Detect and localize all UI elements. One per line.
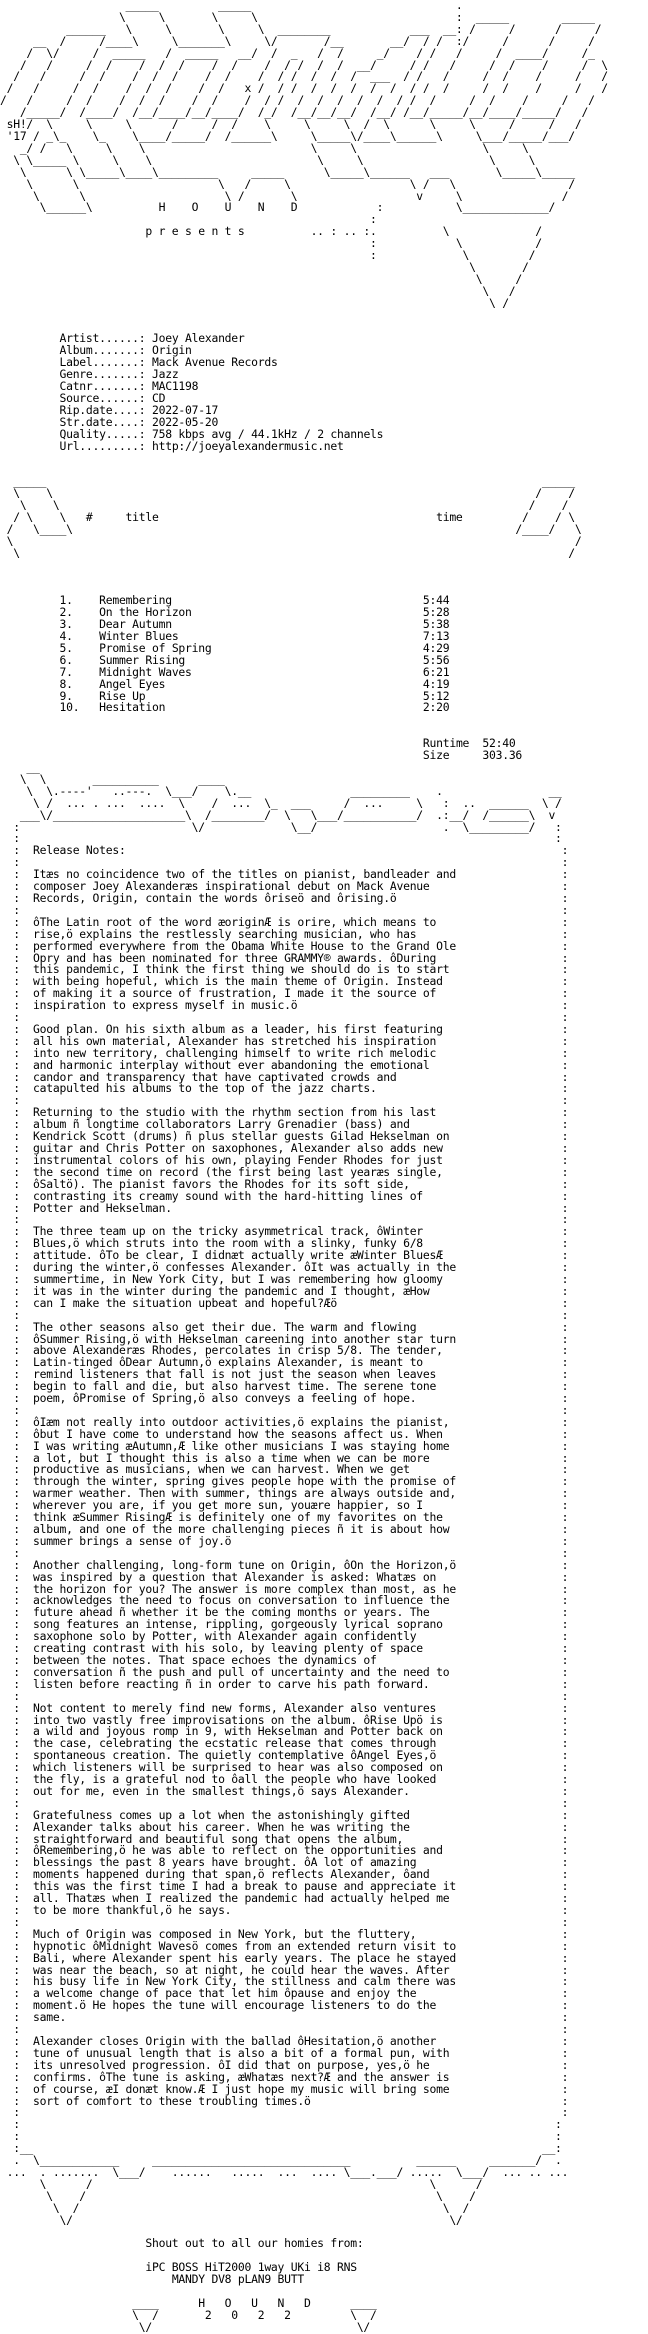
notes-line: future ahead ñ whether it be the coming months or years. The [33,1605,562,1620]
end-ascii-art: ____ H O U N D ____ \ / 2 0 2 2 \ / \/ \/ [132,2295,377,2334]
notes-line: I was writing æAutumn,Æ like other musicians I was staying home [33,1438,562,1453]
track-title: Hesitation [99,700,423,715]
track-number: 7. [59,664,100,679]
track-number: 4. [59,629,100,644]
track-time: 5:38 [422,617,450,632]
track-time: 4:29 [422,640,450,655]
notes-heading: Release Notes: [33,843,126,858]
notes-line: instrumental colors of his own, playing Fender Rhodes for just [33,1152,562,1167]
notes-line: to be more thankful,ö he says. [33,1903,562,1917]
notes-line: rise,ö explains the restlessly searching musician, who has [33,926,562,941]
notes-line: of course, æI donæt know.Æ I just hope my music will bring some [33,2081,562,2096]
notes-line: was inspired by a question that Alexander is asked: Whatæs on [33,1569,562,1584]
track-number: 1. [59,593,100,608]
track-number: 6. [59,652,100,667]
genre-label: Genre.......: [59,367,146,382]
notes-line: between the notes. That space echoes the dynamics of [33,1652,562,1667]
track-title: Dear Autumn [99,617,423,632]
notes-line: inspiration to express myself in music.ö [33,998,562,1013]
notes-line: saxophone solo by Potter, with Alexander again confidently [33,1629,562,1644]
notes-line: its unresolved progression. ôI did that on purpose, yes,ö he [33,2057,562,2072]
notes-line: of making it a source of frustration, I made it the source of [33,986,562,1001]
track-time: 5:56 [422,652,450,667]
track-time: 5:28 [422,605,450,620]
notes-paragraph: : Not content to merely find new forms, Alexander also ventures : : into two vastly free improvisations on the album. ôRise Upö is : : a wild and joyous romp in 9, with Hekselman and Potter back on : : the case, celebrating the ecstatic release that comes through : : spontaneous creation. The quietly contemplative ôAngel Eyes,ö : : which listeners will be surprised to hear was also composed on : : the fly, is a grateful nod to ôall the people who have looked : : out for me, even in the smallest things,ö says Alexander. : [0,1700,569,1798]
track-number: 9. [59,688,100,703]
size-label: Size [422,748,450,763]
notes-line: this was the first time I had a break to pause and appreciate it [33,1879,562,1894]
label-value: Mack Avenue Records [152,355,278,370]
notes-line: Another challenging, long-form tune on Origin, ôOn the Horizon,ö [33,1557,562,1572]
notes-line: ôIæm not really into outdoor activities,ö explains the pianist, [33,1414,562,1429]
notes-line: all his own material, Alexander has stretched his inspiration [33,1033,562,1048]
track-time: 7:13 [422,629,450,644]
notes-line: this pandemic, I think the first thing we should do is to start [33,962,562,977]
track-number: 8. [59,676,100,691]
notes-line: can I make the situation upbeat and hopeful?Æö [33,1295,562,1310]
notes-line: song features an intense, rippling, gorgeously lyrical soprano [33,1617,562,1632]
notes-line: remind listeners that fall is not just the season when leaves [33,1367,562,1382]
notes-line: Bali, where Alexander spent his early years. The place he stayed [33,1950,562,1965]
notes-line: ôSaltö). The pianist favors the Rhodes for its soft side, [33,1176,562,1191]
size-value: 303.36 [482,748,523,763]
notes-bottom-art: : : : : :__ __: . \____________ ______________________________ ______ _______/ . ... . ....... \___/ ...... ..... ... .... \___.___/ ..... \___/ ... .. ... \ / \ / \ / \ / \ / \ / \/ \/ [6,2117,569,2227]
notes-line: Gratefulness comes up a lot when the astonishingly gifted [33,1807,562,1822]
catnr-value: MAC1198 [152,379,199,393]
notes-line: tune of unusual length that is also a bit of a formal pun, with [33,2045,562,2060]
notes-line: was near the beach, so at night, he could hear the waves. After [33,1962,562,1977]
notes-line: during the winter,ö confesses Alexander. ôIt was actually in the [33,1260,562,1275]
notes-line: moment.ö He hopes the tune will encourage listeners to do the [33,1998,562,2013]
notes-line: spontaneous creation. The quietly contemplative ôAngel Eyes,ö [33,1748,562,1763]
url-value[interactable]: http://joeyalexandermusic.net [152,438,344,453]
track-title: On the Horizon [99,605,423,620]
ripdate-value: 2022-07-17 [152,402,219,417]
genre-value: Jazz [152,367,179,382]
footer [0,2238,648,2286]
notes-line: the horizon for you? The answer is more complex than most, as he [33,1581,562,1596]
notes-line: confirms. ôThe tune is asking, æWhatæs next?Æ and the answer is [33,2069,562,2084]
notes-line: Records, Origin, contain the words ôriseö and ôrising.ö [33,890,562,905]
notes-line: productive as musicians, when we can harvest. When we get [33,1462,562,1477]
notes-line: Alexander closes Origin with the ballad ôHesitation,ö another [33,2033,562,2048]
track-time: 2:20 [422,700,450,715]
notes-line: Much of Origin was composed in New York, but the fluttery, [33,1926,562,1941]
track-title: Midnight Waves [99,664,423,679]
notes-line: album ñ longtime collaborators Larry Grenadier (bass) and [33,1117,562,1132]
release-info [0,333,648,452]
notes-line: into two vastly free improvisations on the album. ôRise Upö is [33,1712,562,1727]
release-notes: : Release Notes: : : : : Itæs no coincidence two of the titles on pianist, bandleader and : : composer Joey Alexanderæs inspirational debut on Mack Avenue : : Records, Origin, contain the words ôriseö and ôrising.ö : : : : ôThe Latin root of the word æoriginÆ is orire, which means to : : rise,ö explains the restlessly searching musician, who has : : performed everywhere from the Obama White House to the Grand Ole : : Opry and has been nominated for three GRAMMY® awards. ôDuring : : this pandemic, I think the first thing we should do is to start : : with being hopeful, which is the main theme of Origin. Instead : : of making it a source of frustration, I made it the source of : : inspiration to express myself in music.ö : : : : Good plan. On his sixth album as a leader, his first featuring : : all his own material, Alexander has stretched his inspiration : : into new territory, challenging himself to write rich melodic : : and harmonic interplay without ever abandoning the emotional : : candor and transparency that have captivated crowds and : : catapulted his albums to the top of the jazz charts. : : : : Returning to the studio with the rhythm section from his last : : album ñ longtime collaborators Larry Grenadier (bass) and : : Kendrick Scott (drums) ñ plus stellar guests Gilad Hekselman on : : guitar and Chris Potter on saxophones, Alexander also adds new : : instrumental colors of his own, playing Fender Rhodes for just : : the second time on record (the first being last yearæs single, : : ôSaltö). The pianist favors the Rhodes for its soft side, : : contrasting its creamy sound with the hard-hitting lines of : : Potter and Hekselman. : : : : The three team up on the tricky asymmetrical track, ôWinter : : Blues,ö which struts into the room with a slinky, funky 6/8 : : attitude. ôTo be clear, I didnæt actually write æWinter BluesÆ : : during the winter,ö confesses Alexander. ôIt was actually in the : : summertime, in New York City, but I was remembering how gloomy : : it was in the winter during the pandemic and I thought, æHow : : can I make the situation upbeat and hopeful?Æö : : : : The other seasons also get their due. The warm and flowing : : ôSummer Rising,ö with Hekselman careening into another star turn : : above Alexanderæs Rhodes, percolates in crisp 5/8. The tender, : : Latin-tinged ôDear Autumn,ö explains Alexander, is meant to : : remind listeners that fall is not just the season when leaves : : begin to fall and die, but also harvest time. The serene tone : : poem, ôPromise of Spring,ö also conveys a feeling of hope. : : : : ôIæm not really into outdoor activities,ö explains the pianist, : : ôbut I have come to understand how the seasons affect us. When : : I was writing æAutumn,Æ like other musicians I was staying home : : a lot, but I thought this is also a time when we can be more : : productive as musicians, when we can harvest. When we get : : through the winter, spring gives people hope with the promise of : : warmer weather. Then with summer, things are always outside and, : : wherever you are, if you get more sun, youære happier, so I : : think æSummer RisingÆ is definitely one of my favorites on the : : album, and one of the more challenging pieces ñ it is about how : : summer brings a sense of joy.ö : : : : Another challenging, long-form tune on Origin, ôOn the Horizon,ö : : was inspired by a question that Alexander is asked: Whatæs on : : the horizon for you? The answer is more complex than most, as he : : acknowledges the need to focus on conversation to influence the : : future ahead ñ whether it be the coming months or years. The : : song features an intense, rippling, gorgeously lyrical soprano : : saxophone solo by Potter, with Alexander again confidently : : creating contrast with his solo, by leaving plenty of space : : between the notes. That space echoes the dynamics of : : conversation ñ the push and pull of uncertainty and the need to : : listen before reacting ñ in order to carve his path forward. : : : : Not content to merely find new forms, Alexander also ventures : : into two vastly free improvisations on the album. ôRise Upö is : : a wild and joyous romp in 9, with Hekselman and Potter back on : : the case, celebrating the ecstatic release that comes through : : spontaneous creation. The quietly contemplative ôAngel Eyes,ö : : which listeners will be surprised to hear was also composed on : : the fly, is a grateful nod to ôall the people who have looked : : out for me, even in the smallest things,ö says Alexander. : : : : Gratefulness comes up a lot when the astonishingly gifted : : Alexander talks about his career. When he was writing the : : straightforward and beautiful song that opens the album, : : ôRemembering,ö he was able to reflect on the opportunities and : : blessings the past 8 years have brought. ôA lot of amazing : : moments happened during that span,ö reflects Alexander, ôand : : this was the first time I had a break to pause and appreciate it : : all. Thatæs when I realized the pandemic had actually helped me : : to be more thankful,ö he says. : : : : Much of Origin was composed in New York, but the fluttery, : : hypnotic ôMidnight Wavesö comes from an extended return visit to : : Bali, where Alexander spent his early years. The place he stayed : : was near the beach, so at night, he could hear the waves. After : : his busy life in New York City, the stillness and calm there was : : a welcome change of pace that let him ôpause and enjoy the : : moment.ö He hopes the tune will encourage listeners to do the : : same. : : : : Alexander closes Origin with the ballad ôHesitation,ö another : : tune of unusual length that is also a bit of a formal pun, with : : its unresolved progression. ôI did that on purpose, yes,ö he : : confirms. ôThe tune is asking, æWhatæs next?Æ and the answer is : : of course, æI donæt know.Æ I just hope my music will bring some : : sort of comfort to these troubling times.ö : : : [0,843,569,2120]
notes-line: poem, ôPromise of Spring,ö also conveys a feeling of hope. [33,1391,562,1406]
notes-line: above Alexanderæs Rhodes, percolates in crisp 5/8. The tender, [33,1343,562,1358]
ripdate-label: Rip.date....: [59,402,146,417]
notes-line: creating contrast with his solo, by leaving plenty of space [33,1641,562,1656]
notes-paragraph: : Another challenging, long-form tune on Origin, ôOn the Horizon,ö : : was inspired by a question that Alexander is asked: Whatæs on : : the horizon for you? The answer is more complex than most, as he : : acknowledges the need to focus on conversation to influence the : : future ahead ñ whether it be the coming months or years. The : : song features an intense, rippling, gorgeously lyrical soprano : : saxophone solo by Potter, with Alexander again confidently : : creating contrast with his solo, by leaving plenty of space : : between the notes. That space echoes the dynamics of : : conversation ñ the push and pull of uncertainty and the need to : : listen before reacting ñ in order to carve his path forward. : [0,1557,569,1691]
notes-line: Alexander talks about his career. When he was writing the [33,1819,562,1834]
shoutout-text: Shout out to all our homies from: [145,2236,364,2251]
track-title: Promise of Spring [99,640,423,655]
notes-line: Not content to merely find new forms, Alexander also ventures [33,1700,562,1715]
notes-line: ôSummer Rising,ö with Hekselman careening into another star turn [33,1331,562,1346]
notes-line: out for me, even in the smallest things,ö says Alexander. [33,1783,562,1798]
notes-line: The three team up on the tricky asymmetrical track, ôWinter [33,1224,562,1239]
notes-line: moments happened during that span,ö reflects Alexander, ôand [33,1867,562,1882]
source-value: CD [152,390,166,405]
notes-line: performed everywhere from the Obama White House to the Grand Ole [33,938,562,953]
track-time: 4:19 [422,676,450,691]
runtime-value: 52:40 [482,736,516,751]
album-value: Origin [152,343,192,358]
notes-line: it was in the winter during the pandemic and I thought, æHow [33,1283,562,1298]
track-row [0,700,449,714]
notes-line: same. [33,2010,562,2025]
notes-line: Potter and Hekselman. [33,1200,562,1215]
track-number: 2. [59,605,100,620]
quality-value: 758 kbps avg / 44.1kHz / 2 channels [152,426,384,441]
notes-line: ôRemembering,ö he was able to reflect on the opportunities and [33,1843,562,1858]
notes-line: his busy life in New York City, the stillness and calm there was [33,1974,562,1989]
notes-line: straightforward and beautiful song that opens the album, [33,1831,562,1846]
runtime-label: Runtime [422,736,470,751]
notes-paragraph: : ôThe Latin root of the word æoriginÆ is orire, which means to : : rise,ö explains the restlessly searching musician, who has : : performed everywhere from the Obama White House to the Grand Ole : : Opry and has been nominated for three GRAMMY® awards. ôDuring : : this pandemic, I think the first thing we should do is to start : : with being hopeful, which is the main theme of Origin. Instead : : of making it a source of frustration, I made it the source of : : inspiration to express myself in music.ö : [0,914,569,1013]
notes-paragraph: : Returning to the studio with the rhythm section from his last : : album ñ longtime collaborators Larry Grenadier (bass) and : : Kendrick Scott (drums) ñ plus stellar guests Gilad Hekselman on : : guitar and Chris Potter on saxophones, Alexander also adds new : : instrumental colors of his own, playing Fender Rhodes for just : : the second time on record (the first being last yearæs single, : : ôSaltö). The pianist favors the Rhodes for its soft side, : : contrasting its creamy sound with the hard-hitting lines of : : Potter and Hekselman. : [0,1105,569,1215]
notes-paragraph: : Much of Origin was composed in New York, but the fluttery, : : hypnotic ôMidnight Wavesö comes from an extended return visit to : : Bali, where Alexander spent his early years. The place he stayed : : was near the beach, so at night, he could hear the waves. After : : his busy life in New York City, the stillness and calm there was : : a welcome change of pace that let him ôpause and enjoy the : : moment.ö He hopes the tune will encourage listeners to do the : : same. : [0,1926,569,2025]
groups-line-2: MANDY DV8 pLAN9 BUTT [171,2272,304,2287]
tracklist [0,572,648,727]
notes-line: a welcome change of pace that let him ôpause and enjoy the [33,1986,562,2001]
notes-line: Blues,ö which struts into the room with a slinky, funky 6/8 [33,1236,562,1251]
groups-line-1: iPC BOSS HiT2000 1way UKi i8 RNS [145,2260,357,2275]
notes-paragraph: : Good plan. On his sixth album as a leader, his first featuring : : all his own material, Alexander has stretched his inspiration : : into new territory, challenging himself to write rich melodic : : and harmonic interplay without ever abandoning the emotional : : candor and transparency that have captivated crowds and : : catapulted his albums to the top of the jazz charts. : [0,1021,569,1096]
notes-line: composer Joey Alexanderæs inspirational debut on Mack Avenue [33,879,562,894]
notes-line: contrasting its creamy sound with the hard-hitting lines of [33,1188,562,1203]
notes-line: think æSummer RisingÆ is definitely one of my favorites on the [33,1510,562,1525]
notes-line: ôThe Latin root of the word æoriginÆ is orire, which means to [33,914,562,929]
notes-paragraph: : The three team up on the tricky asymmetrical track, ôWinter : : Blues,ö which struts into the room with a slinky, funky 6/8 : : attitude. ôTo be clear, I didnæt actually write æWinter BluesÆ : : during the winter,ö confesses Alexander. ôIt was actually in the : : summertime, in New York City, but I was remembering how gloomy : : it was in the winter during the pandemic and I thought, æHow : : can I make the situation upbeat and hopeful?Æö : [0,1224,569,1310]
track-number: 5. [59,640,100,655]
notes-line: summer brings a sense of joy.ö [33,1533,562,1548]
notes-line: warmer weather. Then with summer, things are always outside and, [33,1486,562,1501]
notes-line: a wild and joyous romp in 9, with Hekselman and Potter back on [33,1724,562,1739]
track-number: 3. [59,617,100,632]
quality-label: Quality.....: [59,426,146,441]
track-title: Remembering [99,593,423,608]
notes-line: through the winter, spring gives people hope with the promise of [33,1474,562,1489]
tracklist-header-art: _____ _____ \ \ / / \ \ / / / \ \ # title time / / \ / \____\ /____/ \ \ / \ / [6,474,582,560]
track-title: Winter Blues [99,629,423,644]
notes-line: The other seasons also get their due. The warm and flowing [33,1319,562,1334]
notes-paragraph: : Alexander closes Origin with the ballad ôHesitation,ö another : : tune of unusual length that is also a bit of a formal pun, with : : its unresolved progression. ôI did that on purpose, yes,ö he : : confirms. ôThe tune is asking, æWhatæs next?Æ and the answer is : : of course, æI donæt know.Æ I just hope my music will bring some : : sort of comfort to these troubling times.ö : [0,2033,569,2108]
notes-line: Opry and has been nominated for three GRAMMY® awards. ôDuring [33,950,562,965]
notes-line: wherever you are, if you get more sun, youære happier, so I [33,1498,562,1513]
notes-line: acknowledges the need to focus on conversation to influence the [33,1593,562,1608]
notes-line: and harmonic interplay without ever abandoning the emotional [33,1057,562,1072]
strdate-label: Str.date....: [59,414,146,429]
notes-paragraph: : ôIæm not really into outdoor activities,ö explains the pianist, : : ôbut I have come to understand how the seasons affect us. When : : I was writing æAutumn,Æ like other musicians I was staying home : : a lot, but I thought this is also a time when we can be more : : productive as musicians, when we can harvest. When we get : : through the winter, spring gives people hope with the promise of : : warmer weather. Then with summer, things are always outside and, : : wherever you are, if you get more sun, youære happier, so I : : think æSummer RisingÆ is definitely one of my favorites on the : : album, and one of the more challenging pieces ñ it is about how : : summer brings a sense of joy.ö : [0,1414,569,1548]
strdate-value: 2022-05-20 [152,414,219,429]
notes-line: guitar and Chris Potter on saxophones, Alexander also adds new [33,1141,562,1155]
track-time: 5:12 [422,688,450,703]
notes-line: candor and transparency that have captivated crowds and [33,1069,562,1084]
notes-line: album, and one of the more challenging pieces ñ it is about how [33,1522,562,1536]
source-label: Source......: [59,390,146,405]
notes-line: into new territory, challenging himself to write rich melodic [33,1045,562,1060]
notes-line: Kendrick Scott (drums) ñ plus stellar guests Gilad Hekselman on [33,1129,562,1144]
label-label: Label.......: [59,355,146,370]
album-label: Album.......: [59,343,146,358]
track-time: 5:44 [422,593,450,608]
notes-line: Good plan. On his sixth album as a leader, his first featuring [33,1021,562,1036]
header-ascii-art: _____ _____ . \ \ \ \ : _____ _____ ______ \ \ \ \ ________ ___ __: / / / / __ / /____\ \_______\ \/ /__ __/ / / :/ / / / / \/ / _____ / _____ __/ / _ / / _/ / / / / ____/ /_ / / / / / / / / / / / / / / __/ / / / / / / / \ / / / / / / / / / / / / / / / ___ / / / / / / / / / / / / / / / / / x / / / / / / / / / / / / / / / / / / / / / / / / / / / / / / / / / / / / / / / / / /_____/ /____/ /__/____/__/____/ /_/ /__/__/__/ /__/ /__/_____/__/____/_____/ / sH!/ \ \ \ / / / \ \ \ / \ \ \ / / / '17 / _\_ \_ \____/_____/ /______\ \_____\/____\______\ \___/_____/___/ _/ / \ \ \ \ \ \ \ \ \_____ \ \ \ \ \ \ \ \ \ \_____\____\_________ _____ \_____\______ ___ \_____\_____ \ \ \ / \ \ / \ / \ \ \ / \ v \ / \______\ H O U N D : \_____________/ : p r e s e n t s .. : .. :. \ / : \ / : \ / \ / \ / \ / \ / [0,0,608,310]
track-title: Angel Eyes [99,676,423,691]
notes-line: conversation ñ the push and pull of uncertainty and the need to [33,1664,562,1679]
notes-line: all. Thatæs when I realized the pandemic had actually helped me [33,1891,562,1906]
notes-line: summertime, in New York City, but I was remembering how gloomy [33,1271,562,1286]
catnr-label: Catnr.......: [59,379,146,393]
notes-paragraph: : Itæs no coincidence two of the titles on pianist, bandleader and : : composer Joey Alexanderæs inspirational debut on Mack Avenue : : Records, Origin, contain the words ôriseö and ôrising.ö : [0,867,569,905]
notes-line: which listeners will be surprised to hear was also composed on [33,1760,562,1775]
notes-line: catapulted his albums to the top of the jazz charts. [33,1081,562,1096]
track-title: Rise Up [99,688,423,703]
notes-top-art: __ \ \ __________ ____ \ \.----' ..---. \___/ \.__ _________ . __ \ / ... . ... .... \ / ... \_ ___ / ... \ : .. ______ \ / ___\/____________________\ /________/ \ \___/___________/ .:__/ /______\ v : \/ \__/ . \_________/ : : : [13,760,562,846]
track-number: 10. [59,700,100,715]
notes-line: the second time on record (the first being last yearæs single, [33,1164,562,1179]
notes-line: listen before reacting ñ in order to carve his path forward. [33,1676,562,1691]
notes-line: attitude. ôTo be clear, I didnæt actually write æWinter BluesÆ [33,1248,562,1263]
notes-line: Returning to the studio with the rhythm section from his last [33,1105,562,1120]
notes-line: sort of comfort to these troubling times.ö [33,2093,562,2108]
notes-line: the fly, is a grateful nod to ôall the people who have looked [33,1772,562,1787]
notes-line: Itæs no coincidence two of the titles on pianist, bandleader and [33,867,562,882]
url-label: Url.........: [59,438,146,453]
notes-line: ôbut I have come to understand how the seasons affect us. When [33,1426,562,1441]
notes-paragraph: : The other seasons also get their due. The warm and flowing : : ôSummer Rising,ö with Hekselman careening into another star turn : : above Alexanderæs Rhodes, percolates in crisp 5/8. The tender, : : Latin-tinged ôDear Autumn,ö explains Alexander, is meant to : : remind listeners that fall is not just the season when leaves : : begin to fall and die, but also harvest time. The serene tone : : poem, ôPromise of Spring,ö also conveys a feeling of hope. : [0,1319,569,1406]
artist-label: Artist......: [59,331,146,346]
notes-line: the case, celebrating the ecstatic release that comes through [33,1736,562,1751]
totals [0,738,648,762]
notes-line: with being hopeful, which is the main theme of Origin. Instead [33,974,562,989]
notes-line: begin to fall and die, but also harvest time. The serene tone [33,1379,562,1394]
notes-line: Latin-tinged ôDear Autumn,ö explains Alexander, is meant to [33,1355,562,1370]
notes-line: a lot, but I thought this is also a time when we can be more [33,1450,562,1465]
track-time: 6:21 [422,664,450,679]
notes-line: hypnotic ôMidnight Wavesö comes from an extended return visit to [33,1938,562,1953]
notes-line: blessings the past 8 years have brought. ôA lot of amazing [33,1855,562,1870]
artist-value: Joey Alexander [152,331,245,346]
track-title: Summer Rising [99,652,423,667]
notes-paragraph: : Gratefulness comes up a lot when the astonishingly gifted : : Alexander talks about his career. When he was writing the : : straightforward and beautiful song that opens the album, : : ôRemembering,ö he was able to reflect on the opportunities and : : blessings the past 8 years have brought. ôA lot of amazing : : moments happened during that span,ö reflects Alexander, ôand : : this was the first time I had a break to pause and appreciate it : : all. Thatæs when I realized the pandemic had actually helped me : : to be more thankful,ö he says. : [0,1807,569,1917]
